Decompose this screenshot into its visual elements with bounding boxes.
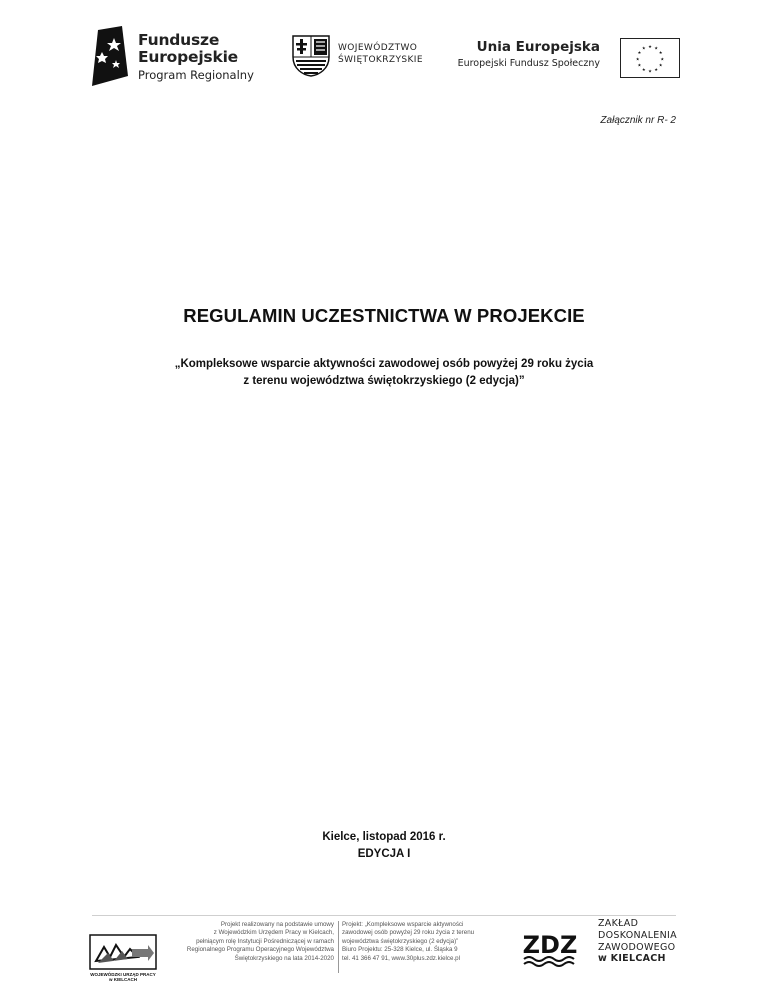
svg-text:★: ★ <box>648 45 652 51</box>
coat-of-arms-icon <box>292 35 330 77</box>
fe-stars-icon <box>92 26 128 86</box>
footer-project-funding-text <box>160 921 334 963</box>
foot1-line: Projekt realizowany na podstawie umowy <box>220 921 334 928</box>
foot1-line: Regionalnego Programu Operacyjnego Województwa <box>186 946 334 954</box>
foot2-line: zawodowej osób powyżej 29 roku życia z terenu <box>342 929 475 937</box>
footer-divider <box>92 915 676 916</box>
svg-text:★: ★ <box>658 63 663 69</box>
zdz-name-line: ZAKŁAD <box>598 918 639 929</box>
foot2-line: tel. 41 366 47 91, www.30plus.zdz.kielce.pl <box>342 954 460 962</box>
zdz-name-line: DOSKONALENIA <box>598 929 677 941</box>
footer-vertical-divider <box>338 921 339 973</box>
annex-label: Załącznik nr R- 2 <box>600 115 676 126</box>
document-title: REGULAMIN UCZESTNICTWA W PROJEKCIE <box>183 305 585 326</box>
place-date-block <box>0 829 768 863</box>
foot2-line: Projekt: „Kompleksowe wsparcie aktywności <box>342 921 464 928</box>
foot1-line: pełniącym rolę Instytucji Pośredniczącej w ramach <box>196 937 334 945</box>
ue-subtitle: Europejski Fundusz Społeczny <box>457 58 600 69</box>
foot2-line: województwa świętokrzyskiego (2 edycja)” <box>342 937 459 945</box>
zdz-name-line: w KIELCACH <box>598 953 666 965</box>
fe-line3: Program Regionalny <box>138 68 254 82</box>
svg-text:★: ★ <box>637 51 642 57</box>
foot2-line: Biuro Projektu: 25-328 Kielce, ul. Śląska 9 <box>342 946 458 954</box>
ws-line1: WOJEWÓDZTWO <box>338 43 418 53</box>
fe-line1: Fundusze <box>138 31 220 49</box>
fe-line2: Europejskie <box>138 48 238 66</box>
svg-text:★: ★ <box>641 46 646 52</box>
wup-label-line1: WOJEWÓDZKI URZĄD PRACY <box>90 972 156 977</box>
wojewodztwo-logo <box>292 35 432 79</box>
eu-flag-icon <box>620 38 680 78</box>
zdz-mark: ZDZ <box>522 931 578 959</box>
svg-text:★: ★ <box>660 57 665 63</box>
svg-text:★: ★ <box>654 46 659 52</box>
document-subtitle <box>0 356 768 390</box>
fundusze-europejskie-logo <box>92 26 262 88</box>
svg-text:★: ★ <box>648 69 652 75</box>
edition-label: EDYCJA I <box>357 848 411 860</box>
svg-text:★: ★ <box>637 63 642 69</box>
wup-emblem-icon <box>88 933 158 971</box>
footer-project-office-text <box>342 921 502 963</box>
zdz-name-line: ZAWODOWEGO <box>598 941 676 953</box>
svg-text:★: ★ <box>641 68 646 74</box>
foot1-line: z Wojewódzkim Urzędem Pracy w Kielcach, <box>213 929 334 937</box>
svg-text:★: ★ <box>658 51 663 57</box>
subtitle-line-2: z terenu województwa świętokrzyskiego (2 edycja)” <box>243 375 525 387</box>
svg-text:★: ★ <box>635 57 640 63</box>
zdz-name <box>598 918 677 965</box>
place-date: Kielce, listopad 2016 r. <box>322 831 446 843</box>
unia-europejska-logo <box>457 36 680 80</box>
ws-line2: ŚWIĘTOKRZYSKIE <box>338 55 423 65</box>
ue-title: Unia Europejska <box>476 39 600 55</box>
zdz-logo-icon <box>520 929 580 969</box>
foot1-line: Świętokrzyskiego na lata 2014-2020 <box>234 954 334 962</box>
svg-text:★: ★ <box>654 68 659 74</box>
wup-label-line2: w KIELCACH <box>109 977 137 982</box>
wup-logo <box>88 933 158 983</box>
subtitle-line-1: „Kompleksowe wsparcie aktywności zawodowej osób powyżej 29 roku życia <box>174 358 594 370</box>
